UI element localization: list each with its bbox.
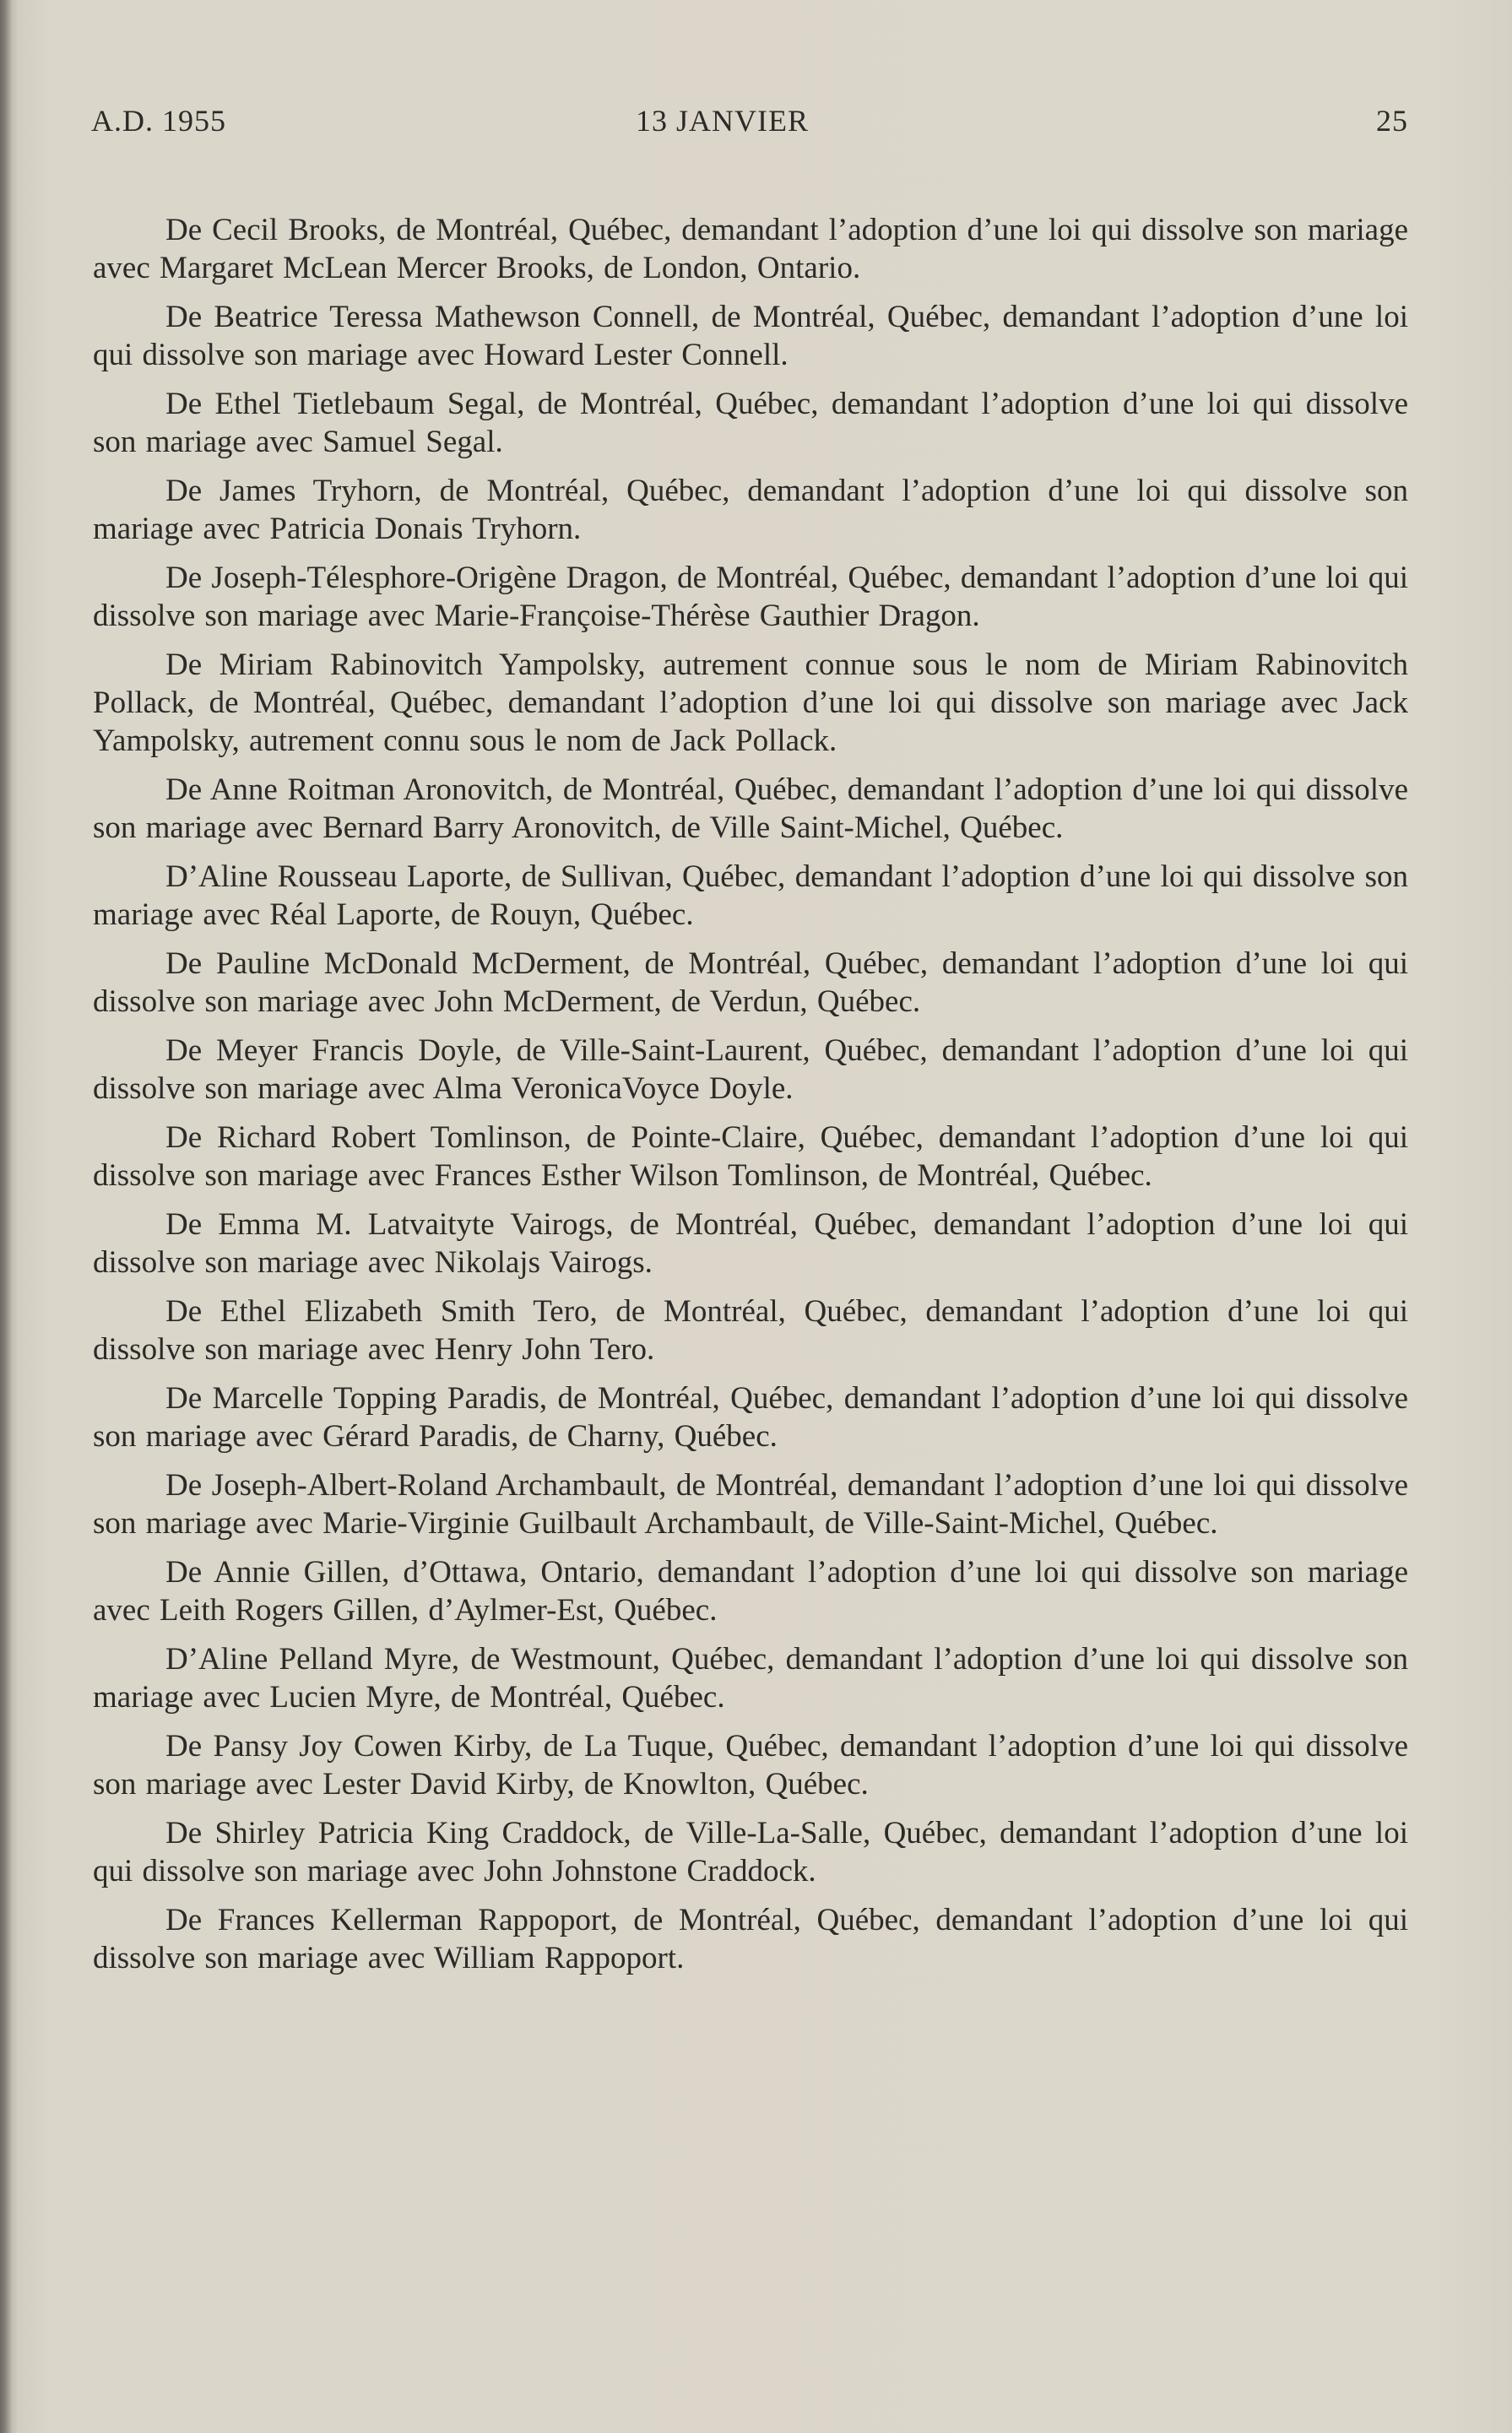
petition-entry: De Frances Kellerman Rappoport, de Montréal, Québec, demandant l’adoption d’une loi qui dissolve son mariage avec William Rappoport. bbox=[93, 1903, 1408, 1975]
petition-entry: De Ethel Tietlebaum Segal, de Montréal, Québec, demandant l’adoption d’une loi qui dissolve son mariage avec Samuel Segal. bbox=[93, 387, 1408, 459]
header-year: A.D. 1955 bbox=[91, 104, 226, 138]
running-header bbox=[91, 103, 1408, 145]
petition-entry: De Joseph-Télesphore-Origène Dragon, de Montréal, Québec, demandant l’adoption d’une loi qui dissolve son mariage avec Marie-Françoise-Thérèse Gauthier Dragon. bbox=[93, 561, 1408, 633]
petition-entry: De James Tryhorn, de Montréal, Québec, demandant l’adoption d’une loi qui dissolve son mariage avec Patricia Donais Tryhorn. bbox=[93, 474, 1408, 546]
petition-entry: D’Aline Pelland Myre, de Westmount, Québec, demandant l’adoption d’une loi qui dissolve son mariage avec Lucien Myre, de Montréal, Québec. bbox=[93, 1642, 1408, 1715]
page-number: 25 bbox=[1376, 104, 1408, 138]
petition-entry: De Marcelle Topping Paradis, de Montréal, Québec, demandant l’adoption d’une loi qui dissolve son mariage avec Gérard Paradis, de Charny, Québec. bbox=[93, 1381, 1408, 1454]
petition-entry: D’Aline Rousseau Laporte, de Sullivan, Québec, demandant l’adoption d’une loi qui dissolve son mariage avec Réal Laporte, de Rouyn, Québec. bbox=[93, 859, 1408, 932]
petition-entry: De Beatrice Teressa Mathewson Connell, de Montréal, Québec, demandant l’adoption d’une loi qui dissolve son mariage avec Howard Lester Connell. bbox=[93, 300, 1408, 372]
petition-list bbox=[93, 211, 1408, 1988]
petition-entry: De Annie Gillen, d’Ottawa, Ontario, demandant l’adoption d’une loi qui dissolve son mariage avec Leith Rogers Gillen, d’Aylmer-Est, Québec. bbox=[93, 1555, 1408, 1628]
petition-entry: De Miriam Rabinovitch Yampolsky, autrement connue sous le nom de Miriam Rabinovitch Pollack, de Montréal, Québec, demandant l’adoption d’une loi qui dissolve son mariage avec Jack Yampolsky, autrement connu sous le nom de Jack Pollack. bbox=[93, 648, 1408, 758]
petition-entry: De Anne Roitman Aronovitch, de Montréal, Québec, demandant l’adoption d’une loi qui dissolve son mariage avec Bernard Barry Aronovitch, de Ville Saint-Michel, Québec. bbox=[93, 772, 1408, 845]
petition-entry: De Pauline McDonald McDerment, de Montréal, Québec, demandant l’adoption d’une loi qui dissolve son mariage avec John McDerment, de Verdun, Québec. bbox=[93, 946, 1408, 1019]
petition-entry: De Richard Robert Tomlinson, de Pointe-Claire, Québec, demandant l’adoption d’une loi qui dissolve son mariage avec Frances Esther Wilson Tomlinson, de Montréal, Québec. bbox=[93, 1120, 1408, 1193]
binding-shadow bbox=[0, 0, 12, 2433]
petition-entry: De Joseph-Albert-Roland Archambault, de Montréal, demandant l’adoption d’une loi qui dissolve son mariage avec Marie-Virginie Guilbault Archambault, de Ville-Saint-Michel, Québec. bbox=[93, 1468, 1408, 1541]
petition-entry: De Ethel Elizabeth Smith Tero, de Montréal, Québec, demandant l’adoption d’une loi qui dissolve son mariage avec Henry John Tero. bbox=[93, 1294, 1408, 1367]
petition-entry: De Shirley Patricia King Craddock, de Ville-La-Salle, Québec, demandant l’adoption d’une loi qui dissolve son mariage avec John Johnstone Craddock. bbox=[93, 1816, 1408, 1888]
petition-entry: De Cecil Brooks, de Montréal, Québec, demandant l’adoption d’une loi qui dissolve son mariage avec Margaret McLean Mercer Brooks, de London, Ontario. bbox=[93, 213, 1408, 285]
petition-entry: De Emma M. Latvaityte Vairogs, de Montréal, Québec, demandant l’adoption d’une loi qui dissolve son mariage avec Nikolajs Vairogs. bbox=[93, 1207, 1408, 1280]
header-date: 13 JANVIER bbox=[636, 104, 809, 138]
petition-entry: De Meyer Francis Doyle, de Ville-Saint-Laurent, Québec, demandant l’adoption d’une loi qui dissolve son mariage avec Alma VeronicaVoyce Doyle. bbox=[93, 1033, 1408, 1106]
petition-entry: De Pansy Joy Cowen Kirby, de La Tuque, Québec, demandant l’adoption d’une loi qui dissolve son mariage avec Lester David Kirby, de Knowlton, Québec. bbox=[93, 1729, 1408, 1802]
